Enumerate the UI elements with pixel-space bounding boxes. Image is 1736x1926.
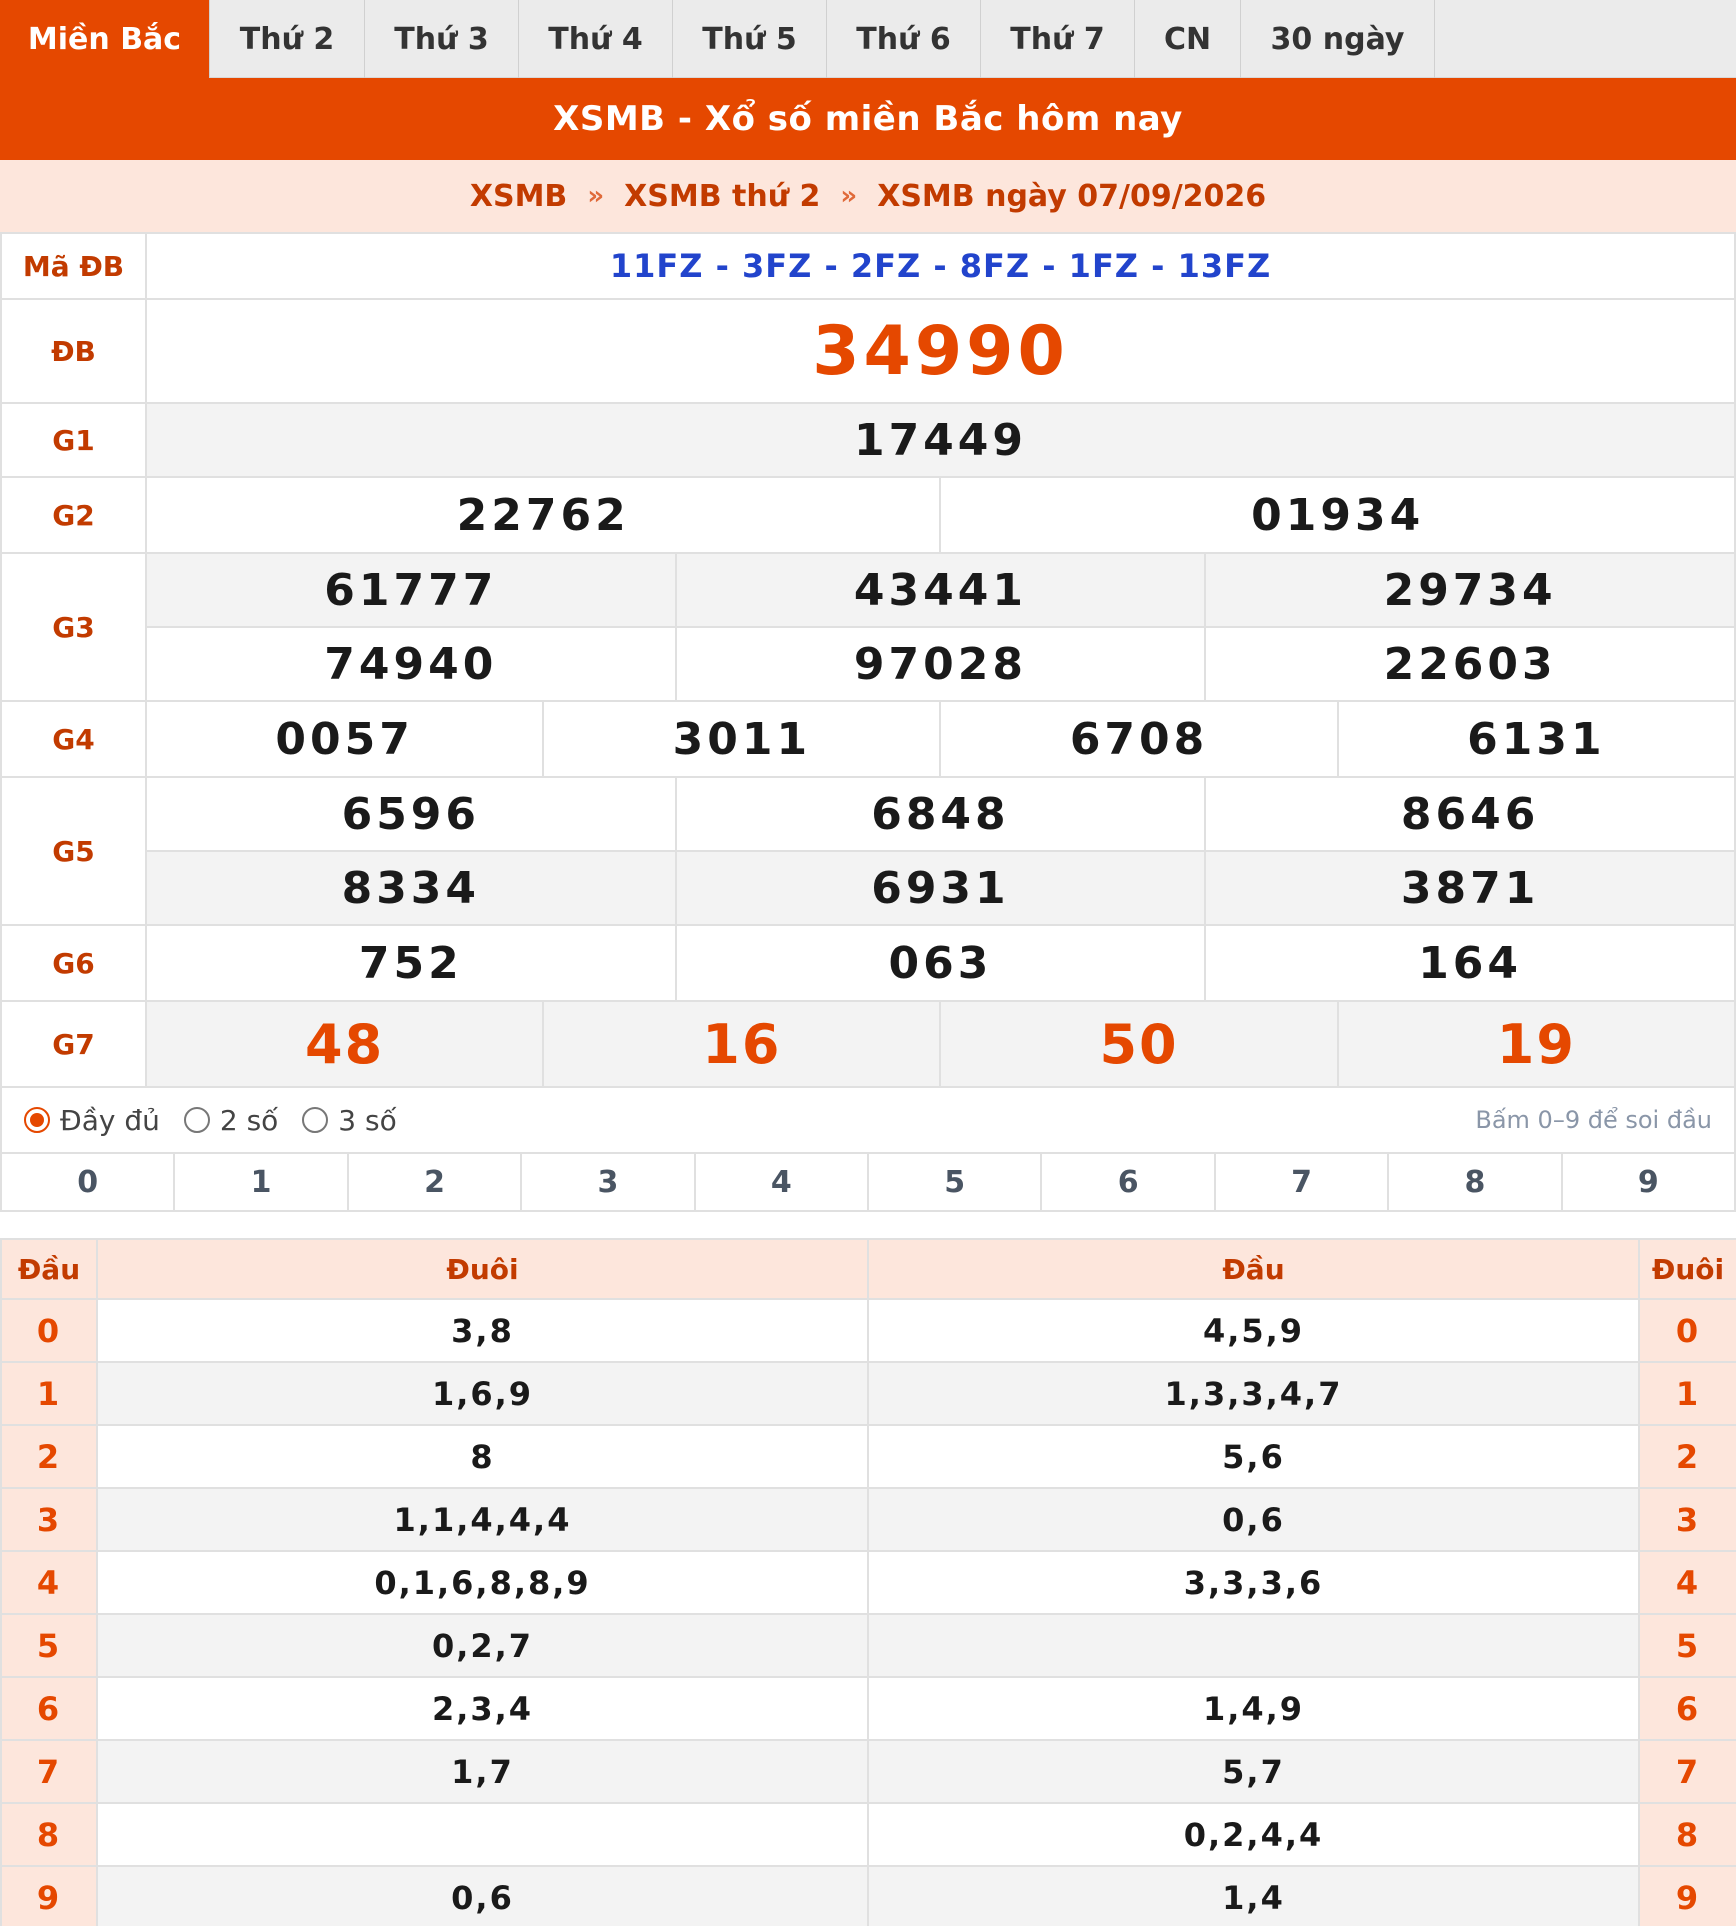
g5-value: 6848 <box>676 777 1206 851</box>
g3-row <box>1 553 1735 627</box>
g5-value: 3871 <box>1205 851 1735 925</box>
loto-duoi-cell: 1,1,4,4,4 <box>97 1488 868 1551</box>
results-table <box>0 232 1736 1088</box>
loto-key-left: 1 <box>1 1362 97 1425</box>
radio-icon[interactable] <box>184 1107 210 1133</box>
g7-value: 19 <box>1338 1001 1735 1087</box>
loto-key-right: 9 <box>1639 1866 1736 1926</box>
g3-value: 43441 <box>676 553 1206 627</box>
option-day-du[interactable] <box>24 1104 160 1137</box>
digit-button-0[interactable]: 0 <box>2 1154 175 1210</box>
loto-duoi-cell: 8 <box>97 1425 868 1488</box>
region-tabs <box>0 0 1736 78</box>
loto-key-left: 9 <box>1 1866 97 1926</box>
display-options <box>0 1088 1736 1152</box>
breadcrumb-separator: » <box>587 181 605 211</box>
g3-label: G3 <box>1 553 146 701</box>
digit-button-4[interactable]: 4 <box>696 1154 869 1210</box>
digit-button-2[interactable]: 2 <box>349 1154 522 1210</box>
loto-duoi-cell: 0,1,6,8,8,9 <box>97 1551 868 1614</box>
g6-label: G6 <box>1 925 146 1001</box>
loto-key-right: 8 <box>1639 1803 1736 1866</box>
loto-dau-cell: 1,3,3,4,7 <box>868 1362 1639 1425</box>
g7-value: 50 <box>940 1001 1337 1087</box>
loto-dau-cell <box>868 1614 1639 1677</box>
loto-duoi-cell: 3,8 <box>97 1299 868 1362</box>
g2-row <box>1 477 1735 553</box>
tab-thu-2[interactable]: Thứ 2 <box>210 0 365 78</box>
tab-thu-5[interactable]: Thứ 5 <box>673 0 827 78</box>
tab-thu-3[interactable]: Thứ 3 <box>365 0 519 78</box>
g5-value: 6931 <box>676 851 1206 925</box>
breadcrumb-separator: » <box>840 181 858 211</box>
loto-dau-cell: 1,4 <box>868 1866 1639 1926</box>
loto-key-right: 1 <box>1639 1362 1736 1425</box>
loto-duoi-cell: 0,2,7 <box>97 1614 868 1677</box>
loto-key-right: 7 <box>1639 1740 1736 1803</box>
g1-value: 17449 <box>146 403 1735 477</box>
digit-button-7[interactable]: 7 <box>1216 1154 1389 1210</box>
digit-hint: Bấm 0–9 để soi đầu <box>1475 1106 1712 1134</box>
g3-value: 97028 <box>676 627 1206 701</box>
g2-value: 22762 <box>146 477 940 553</box>
table-row <box>1 1614 1736 1677</box>
db-row <box>1 299 1735 403</box>
header-duoi: Đuôi <box>1639 1239 1736 1299</box>
g4-value: 6131 <box>1338 701 1735 777</box>
db-value: 34990 <box>146 299 1735 403</box>
table-row <box>1 1299 1736 1362</box>
tab-mien-bac[interactable]: Miền Bắc <box>0 0 210 78</box>
option-2-so[interactable] <box>184 1104 278 1137</box>
loto-dau-cell: 1,4,9 <box>868 1677 1639 1740</box>
loto-dau-cell: 5,7 <box>868 1740 1639 1803</box>
tab-thu-4[interactable]: Thứ 4 <box>519 0 673 78</box>
g6-value: 063 <box>676 925 1206 1001</box>
table-row <box>1 1740 1736 1803</box>
loto-header-row <box>1 1239 1736 1299</box>
breadcrumb-xsmb-date[interactable]: XSMB ngày 07/09/2026 <box>877 178 1267 214</box>
header-duoi: Đuôi <box>97 1239 868 1299</box>
breadcrumb-xsmb[interactable]: XSMB <box>469 178 568 214</box>
loto-key-right: 6 <box>1639 1677 1736 1740</box>
radio-icon[interactable] <box>302 1107 328 1133</box>
loto-duoi-cell: 0,6 <box>97 1866 868 1926</box>
option-label: 3 số <box>338 1103 397 1137</box>
digit-button-6[interactable]: 6 <box>1042 1154 1215 1210</box>
loto-dau-cell: 4,5,9 <box>868 1299 1639 1362</box>
loto-key-right: 0 <box>1639 1299 1736 1362</box>
g4-value: 3011 <box>543 701 940 777</box>
loto-key-left: 2 <box>1 1425 97 1488</box>
digit-button-9[interactable]: 9 <box>1637 1164 1659 1200</box>
table-row <box>1 1425 1736 1488</box>
tab-thu-6[interactable]: Thứ 6 <box>827 0 981 78</box>
g3-value: 29734 <box>1205 553 1735 627</box>
g4-value: 0057 <box>146 701 543 777</box>
g7-label: G7 <box>1 1001 146 1087</box>
digit-button-8[interactable]: 8 <box>1389 1154 1562 1210</box>
g5-value: 8646 <box>1205 777 1735 851</box>
tab-thu-7[interactable]: Thứ 7 <box>981 0 1135 78</box>
madb-label: Mã ĐB <box>1 233 146 299</box>
db-label: ĐB <box>1 299 146 403</box>
g3-value: 22603 <box>1205 627 1735 701</box>
g6-value: 752 <box>146 925 676 1001</box>
breadcrumb-xsmb-thu-2[interactable]: XSMB thứ 2 <box>624 178 821 214</box>
digit-button-3[interactable]: 3 <box>522 1154 695 1210</box>
loto-key-right: 2 <box>1639 1425 1736 1488</box>
g4-label: G4 <box>1 701 146 777</box>
loto-key-left: 4 <box>1 1551 97 1614</box>
g3-value: 74940 <box>146 627 676 701</box>
loto-key-left: 3 <box>1 1488 97 1551</box>
digit-button-1[interactable]: 1 <box>175 1154 348 1210</box>
g5-value: 8334 <box>146 851 676 925</box>
madb-row <box>1 233 1735 299</box>
loto-duoi-cell: 1,6,9 <box>97 1362 868 1425</box>
table-row <box>1 1362 1736 1425</box>
loto-key-right: 5 <box>1639 1614 1736 1677</box>
loto-dau-cell: 3,3,3,6 <box>868 1551 1639 1614</box>
g1-label: G1 <box>1 403 146 477</box>
g3-row <box>1 627 1735 701</box>
loto-key-right: 3 <box>1639 1488 1736 1551</box>
g5-label: G5 <box>1 777 146 925</box>
g4-row <box>1 701 1735 777</box>
loto-key-left: 6 <box>1 1677 97 1740</box>
loto-key-left: 5 <box>1 1614 97 1677</box>
loto-duoi-cell: 2,3,4 <box>97 1677 868 1740</box>
loto-table <box>0 1238 1736 1926</box>
radio-selected-icon[interactable] <box>24 1107 50 1133</box>
table-row <box>1 1803 1736 1866</box>
digit-filter <box>0 1152 1736 1212</box>
header-dau: Đầu <box>868 1239 1639 1299</box>
table-row <box>1 1866 1736 1926</box>
loto-key-left: 8 <box>1 1803 97 1866</box>
table-row <box>1 1677 1736 1740</box>
g1-row <box>1 403 1735 477</box>
g7-row <box>1 1001 1735 1087</box>
g7-value: 48 <box>146 1001 543 1087</box>
spacer <box>0 1212 1736 1238</box>
tab-cn[interactable]: CN <box>1135 0 1241 78</box>
digit-button-5[interactable]: 5 <box>869 1154 1042 1210</box>
g7-value: 16 <box>543 1001 940 1087</box>
g5-value: 6596 <box>146 777 676 851</box>
loto-dau-cell: 0,6 <box>868 1488 1639 1551</box>
page-title: XSMB - Xổ số miền Bắc hôm nay <box>0 78 1736 160</box>
table-row <box>1 1488 1736 1551</box>
loto-duoi-cell <box>97 1803 868 1866</box>
g6-value: 164 <box>1205 925 1735 1001</box>
loto-key-left: 0 <box>1 1299 97 1362</box>
g3-value: 61777 <box>146 553 676 627</box>
tab-30-ngay[interactable]: 30 ngày <box>1241 0 1435 78</box>
loto-key-right: 4 <box>1639 1551 1736 1614</box>
g2-label: G2 <box>1 477 146 553</box>
loto-duoi-cell: 1,7 <box>97 1740 868 1803</box>
g2-value: 01934 <box>940 477 1735 553</box>
g5-row <box>1 851 1735 925</box>
g6-row <box>1 925 1735 1001</box>
loto-dau-cell: 0,2,4,4 <box>868 1803 1639 1866</box>
option-label: Đầy đủ <box>60 1103 160 1137</box>
option-3-so[interactable] <box>302 1104 396 1137</box>
g5-row <box>1 777 1735 851</box>
header-dau: Đầu <box>1 1239 97 1299</box>
breadcrumb <box>0 160 1736 232</box>
loto-dau-cell: 5,6 <box>868 1425 1639 1488</box>
madb-value: 11FZ - 3FZ - 2FZ - 8FZ - 1FZ - 13FZ <box>146 233 1735 299</box>
loto-body <box>1 1299 1736 1926</box>
g4-value: 6708 <box>940 701 1337 777</box>
loto-key-left: 7 <box>1 1740 97 1803</box>
table-row <box>1 1551 1736 1614</box>
option-label: 2 số <box>219 1103 279 1137</box>
